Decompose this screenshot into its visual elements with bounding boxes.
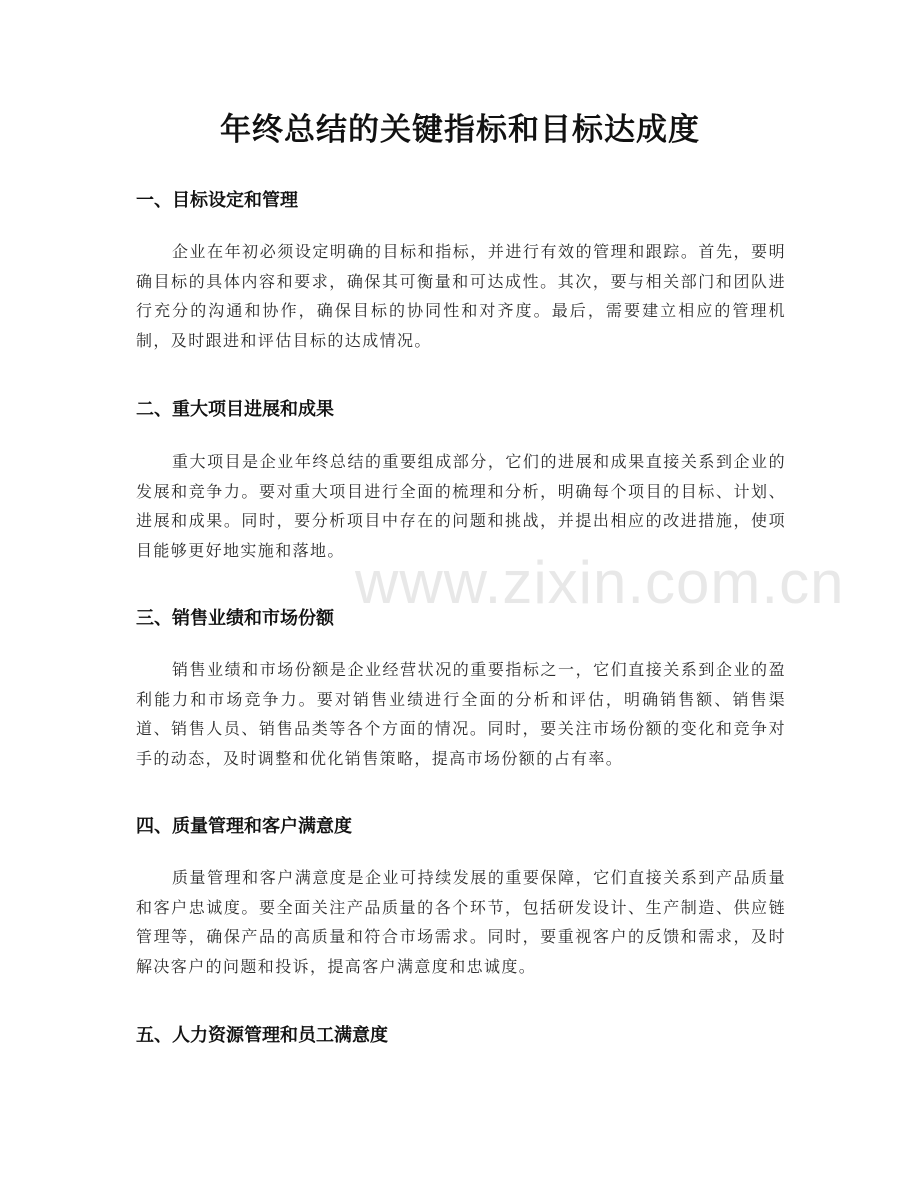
- section-4-heading: 四、质量管理和客户满意度: [136, 816, 352, 837]
- document-title: 年终总结的关键指标和目标达成度: [220, 112, 700, 148]
- section-2-paragraph: 重大项目是企业年终总结的重要组成部分，它们的进展和成果直接关系到企业的发展和竞争力。要对重大项目进行全面的梳理和分析，明确每个项目的目标、计划、进展和成果。同时，要分析项目中存在的问题和挑战，并提出相应的改进措施，使项目能够更好地实施和落地。: [136, 452, 786, 560]
- section-5-heading: 五、人力资源管理和员工满意度: [136, 1025, 388, 1046]
- section-1-heading: 一、目标设定和管理: [136, 190, 298, 211]
- section-2-heading: 二、重大项目进展和成果: [136, 399, 334, 420]
- section-1-paragraph: 企业在年初必须设定明确的目标和指标，并进行有效的管理和跟踪。首先，要明确目标的具体内容和要求，确保其可衡量和可达成性。其次，要与相关部门和团队进行充分的沟通和协作，确保目标的协同性和对齐度。最后，需要建立相应的管理机制，及时跟进和评估目标的达成情况。: [136, 242, 786, 350]
- watermark: www.zixin.com.cn: [355, 549, 845, 616]
- section-4-paragraph: 质量管理和客户满意度是企业可持续发展的重要保障，它们直接关系到产品质量和客户忠诚度。要全面关注产品质量的各个环节，包括研发设计、生产制造、供应链管理等，确保产品的高质量和符合市场需求。同时，要重视客户的反馈和需求，及时解决客户的问题和投诉，提高客户满意度和忠诚度。: [136, 868, 786, 976]
- section-3-paragraph: 销售业绩和市场份额是企业经营状况的重要指标之一，它们直接关系到企业的盈利能力和市场竞争力。要对销售业绩进行全面的分析和评估，明确销售额、销售渠道、销售人员、销售品类等各个方面的情况。同时，要关注市场份额的变化和竞争对手的动态，及时调整和优化销售策略，提高市场份额的占有率。: [136, 660, 786, 768]
- section-3-heading: 三、销售业绩和市场份额: [136, 608, 334, 629]
